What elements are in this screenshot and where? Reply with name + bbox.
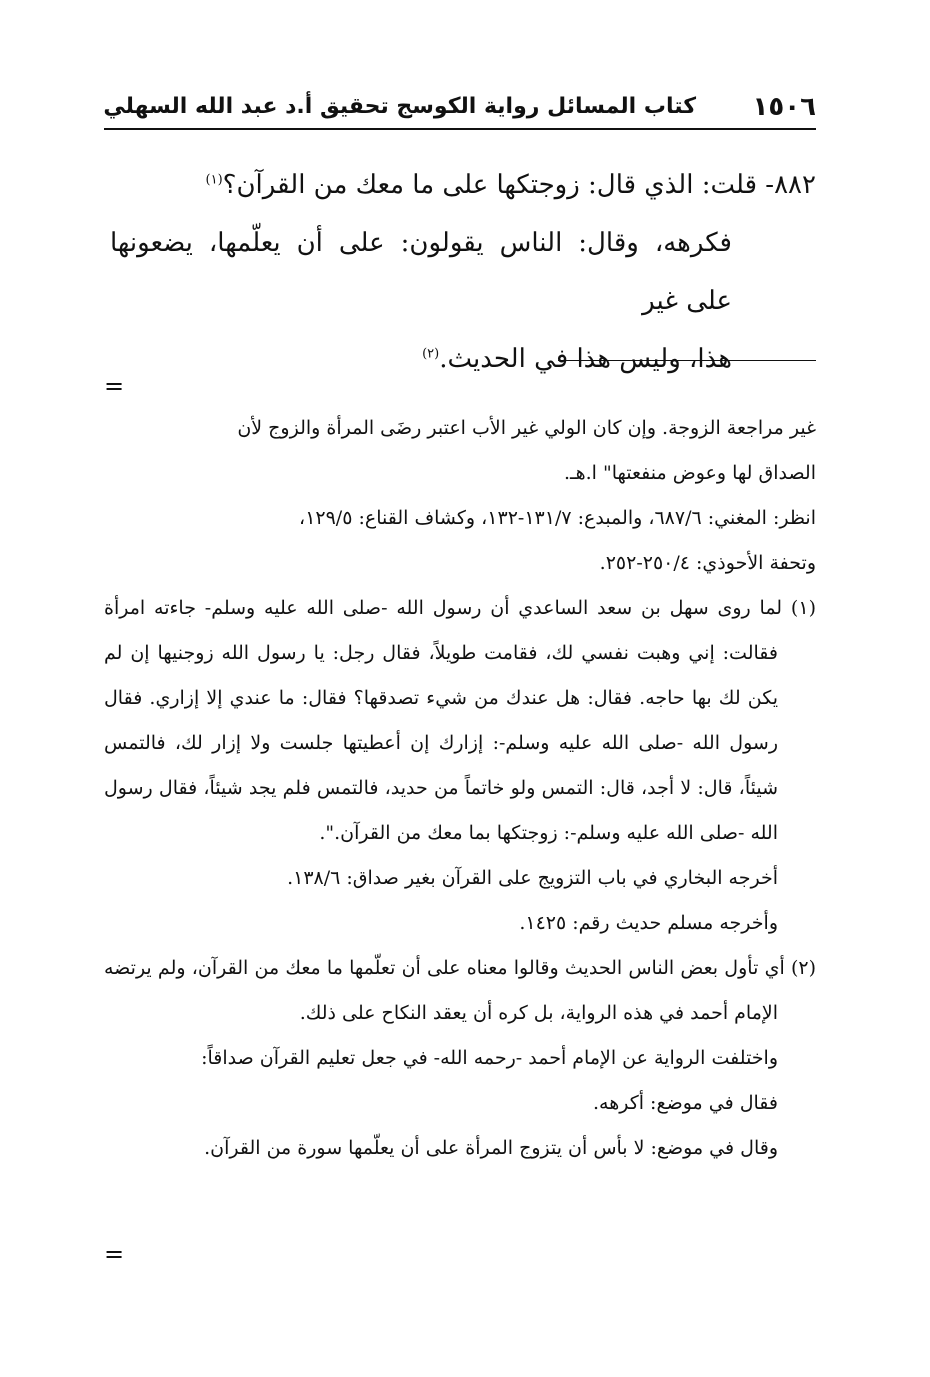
footnote-2-line: واختلفت الرواية عن الإمام أحمد -رحمه الله- في جعل تعليم القرآن صداقاً:: [201, 1047, 778, 1069]
footnote-2-line: وقال في موضع: لا بأس أن يتزوج المرأة على أن يعلّمها سورة من القرآن.: [204, 1137, 778, 1159]
footnote-2-line: فقال في موضع: أكرهه.: [592, 1092, 778, 1114]
footnote-references: انظر: المغني: ٦٨٧/٦، والمبدع: ١٣١/٧-١٣٢، وكشاف القناع: ١٢٩/٥،: [299, 507, 816, 529]
question-line: ٨٨٢- قلت: الذي قال: زوجتكها على ما معك من القرآن؟$^{(١)}$: [205, 170, 816, 200]
footnote-continued-line: غير مراجعة الزوجة. وإن كان الولي غير الأب اعتبر رضَى المرأة والزوج لأن: [237, 417, 816, 439]
page-number: ١٥٠٦: [752, 92, 816, 122]
main-text: [110, 156, 816, 388]
continuation-mark-top: =: [104, 372, 125, 400]
footnote-separator: [558, 360, 816, 361]
running-title: كتاب المسائل رواية الكوسج تحقيق أ.د عبد الله السهلي: [103, 94, 696, 119]
footnote-ref-2: (٢): [422, 346, 440, 362]
footnote-ref-1: (١): [205, 172, 223, 188]
answer-line-end: هذا، وليس هذا في الحديث.$^{(٢)}$: [422, 344, 732, 374]
footnote-continued-line: الصداق لها وعوض منفعتها" ا.هـ.: [564, 462, 816, 484]
footnote-1-source-bukhari: أخرجه البخاري في باب التزويج على القرآن بغير صداق: ١٣٨/٦.: [287, 867, 778, 889]
footnote-1: (١) لما روى سهل بن سعد الساعدي أن رسول الله -صلى الله عليه وسلم- جاءته امرأة فقالت: إني وهبت نفسي لك، فقامت طويلاً، فقال رجل: يا رسول الله زوجنيها إن لم يكن لك بها حاجه. فقال: هل عندك من شيء تصدقها؟ فقال: ما عندي إلا إزاري. فقال رسول الله -صلى الله عليه وسلم-: إزارك إن أعطيتها جلست ولا إزار لك، فالتمس شيئاً، قال: لا أجد، قال: التمس ولو خاتماً من حديد، فالتمس فلم يجد شيئاً، فقال رسول الله -صلى الله عليه وسلم-: زوجتكها بما معك من القرآن.".: [104, 597, 816, 844]
continuation-mark-bottom: =: [104, 1240, 125, 1268]
footnote-1-source-muslim: وأخرجه مسلم حديث رقم: ١٤٢٥.: [519, 912, 778, 934]
footnotes: [104, 406, 816, 1171]
page-header: [104, 88, 816, 130]
footnote-references: وتحفة الأحوذي: ٢٥٠/٤-٢٥٢.: [599, 552, 816, 574]
footnote-2: (٢) أي تأول بعض الناس الحديث وقالوا معناه على أن تعلّمها ما معك من القرآن، ولم يرتضه الإمام أحمد في هذه الرواية، بل كره أن يعقد النكاح على ذلك.: [104, 957, 816, 1024]
answer-line: فكرهه، وقال: الناس يقولون: على أن يعلّمها، يضعونها على غير: [110, 228, 732, 316]
